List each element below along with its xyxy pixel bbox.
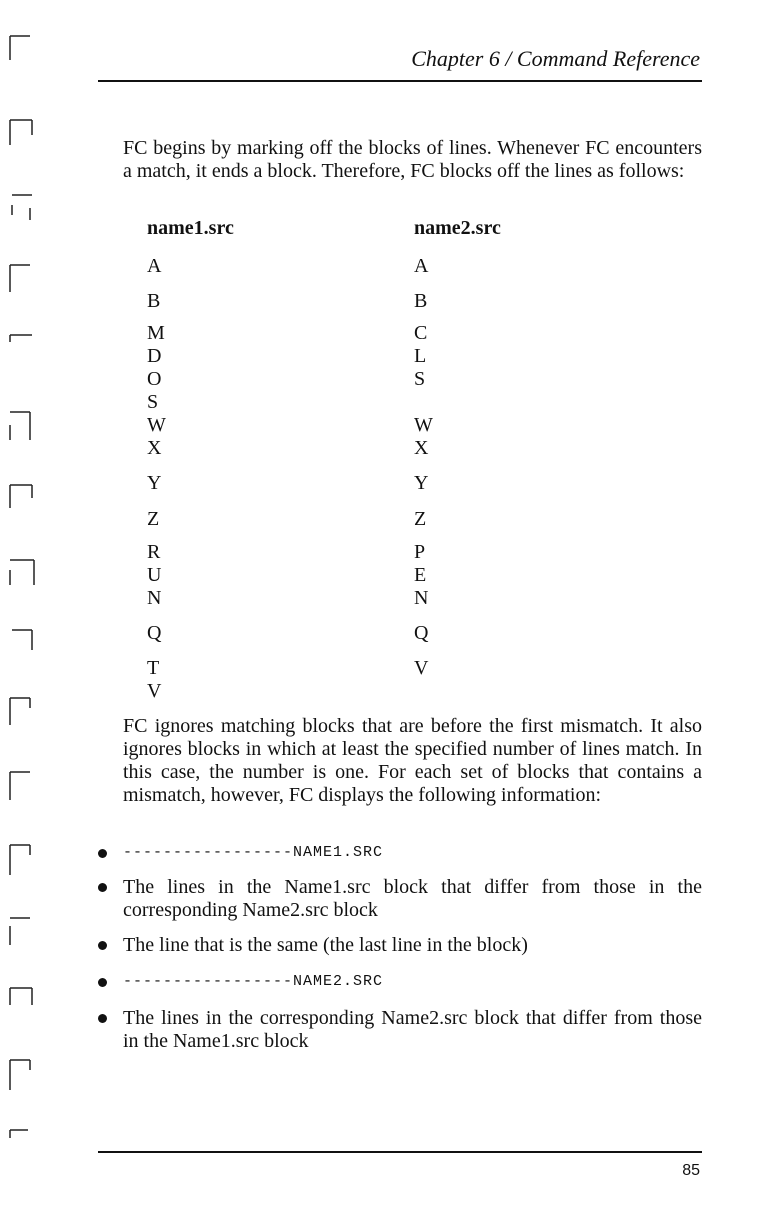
- bullet-dot-icon: [98, 883, 107, 892]
- bullet-text: -----------------NAME2.SRC: [123, 973, 384, 990]
- block-3-left: [147, 322, 166, 460]
- bullet-text: The lines in the corresponding Name2.src block that differ from those in the Name1.src block: [123, 1007, 702, 1052]
- footer-rule: [98, 1151, 702, 1153]
- block-line: Z: [414, 508, 427, 530]
- block-line: N: [414, 587, 429, 609]
- block-line: U: [147, 564, 162, 586]
- block-5-right: [414, 508, 426, 531]
- intro-paragraph: FC begins by marking off the blocks of lines. Whenever FC encounters a match, it ends a block. Therefore, FC blocks off the lines as follows:: [123, 137, 702, 182]
- block-1-right: [414, 255, 428, 278]
- block-line: [414, 391, 433, 414]
- block-line: Y: [147, 472, 162, 494]
- bullet-dot-icon: [98, 941, 107, 950]
- block-5-left: [147, 508, 159, 531]
- block-line: Q: [147, 622, 162, 644]
- bullet-text: The lines in the Name1.src block that differ from those in the corresponding Name2.src block: [123, 876, 702, 921]
- block-line: S: [414, 368, 426, 390]
- bullet-text: The line that is the same (the last line in the block): [123, 934, 528, 956]
- block-line: X: [414, 437, 429, 459]
- block-1-left: [147, 255, 161, 278]
- block-line: B: [414, 290, 428, 312]
- block-line: S: [147, 391, 159, 413]
- block-line: B: [147, 290, 161, 312]
- page-number: 85: [682, 1162, 700, 1179]
- block-8-left: [147, 657, 161, 703]
- column-header-name1: name1.src: [147, 217, 234, 239]
- bullet-dot-icon: [98, 1014, 107, 1023]
- header-rule: [98, 80, 702, 82]
- block-line: W: [414, 414, 433, 436]
- block-line: N: [147, 587, 162, 609]
- block-line: V: [414, 657, 429, 679]
- block-6-right: [414, 541, 428, 610]
- second-paragraph: FC ignores matching blocks that are before the first mismatch. It also ignores blocks in which at least the specified number of lines match. In this case, the number is one. For each set of blocks that contains a mismatch, however, FC displays the following information:: [123, 715, 702, 806]
- block-7-left: [147, 622, 161, 645]
- block-line: E: [414, 564, 427, 586]
- block-4-left: [147, 472, 161, 495]
- block-line: D: [147, 345, 162, 367]
- bullet-dot-icon: [98, 978, 107, 987]
- block-line: P: [414, 541, 426, 563]
- block-line: Q: [414, 622, 429, 644]
- block-line: Z: [147, 508, 160, 530]
- block-6-left: [147, 541, 161, 610]
- block-7-right: [414, 622, 428, 645]
- block-line: C: [414, 322, 428, 344]
- block-line: T: [147, 657, 160, 679]
- block-line: V: [147, 680, 162, 702]
- block-2-left: [147, 290, 160, 313]
- page-header-title: Chapter 6 / Command Reference: [411, 46, 700, 71]
- block-line: W: [147, 414, 166, 436]
- block-line: Y: [414, 472, 429, 494]
- bullet-dot-icon: [98, 849, 107, 858]
- column-header-name2: name2.src: [414, 217, 501, 239]
- block-8-right: [414, 657, 428, 680]
- block-line: A: [414, 255, 429, 277]
- block-line: L: [414, 345, 427, 367]
- block-4-right: [414, 472, 428, 495]
- block-2-right: [414, 290, 427, 313]
- binder-hole-marks: [6, 30, 40, 1160]
- block-line: A: [147, 255, 162, 277]
- block-line: X: [147, 437, 162, 459]
- block-line: R: [147, 541, 161, 563]
- block-line: M: [147, 322, 165, 344]
- block-line: O: [147, 368, 162, 390]
- block-3-right: [414, 322, 433, 460]
- bullet-text: -----------------NAME1.SRC: [123, 844, 384, 861]
